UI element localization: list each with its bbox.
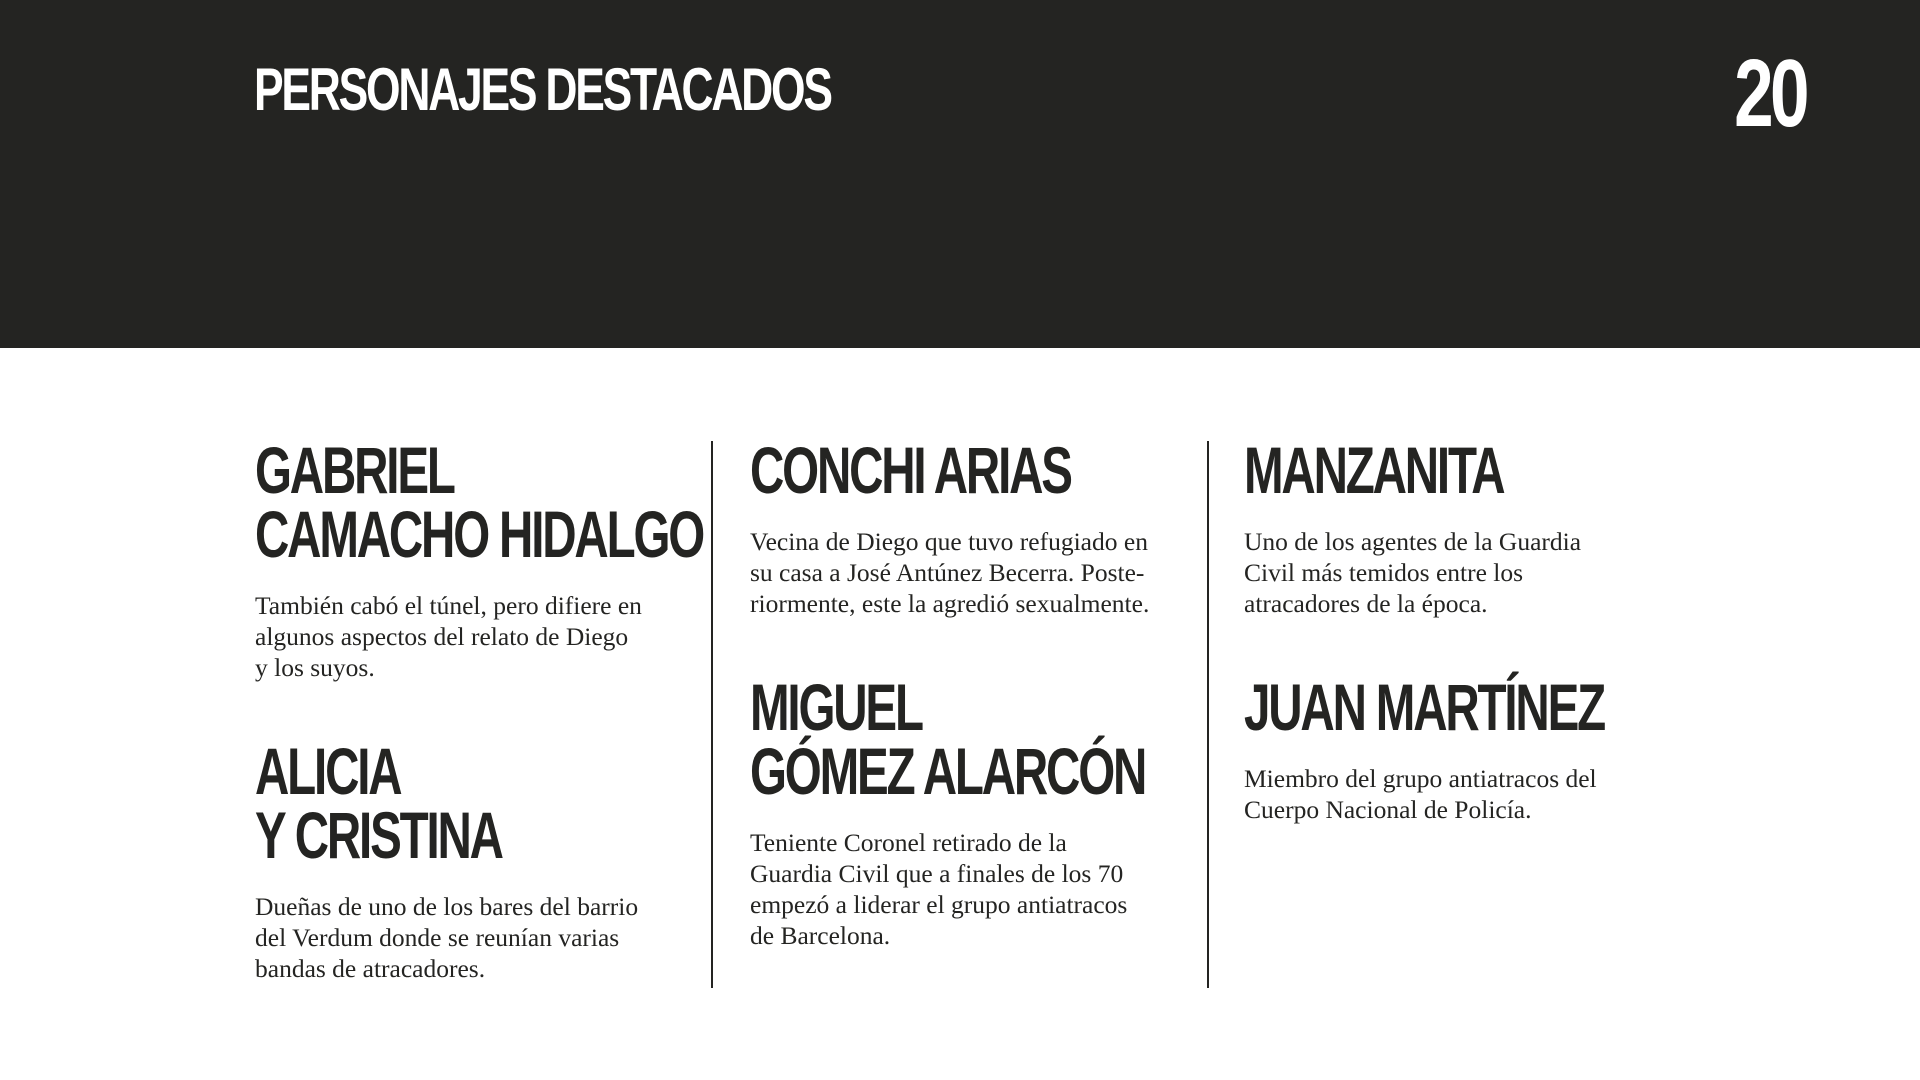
- character-name: GABRIEL CAMACHO HIDALGO: [255, 433, 704, 571]
- header-band: [0, 0, 1920, 348]
- character-description: También cabó el túnel, pero difiere en algunos aspectos del relato de Diego y los suyos.: [255, 591, 642, 682]
- column-3: [1244, 433, 1674, 825]
- column-divider: [1207, 441, 1209, 988]
- column-divider: [711, 441, 713, 988]
- character-entry: [750, 433, 1180, 619]
- column-2: [750, 433, 1180, 951]
- character-description: Vecina de Diego que tuvo refugiado en su casa a José Antúnez Becerra. Poste- riormente, este la agredió sexualmente.: [750, 527, 1150, 618]
- character-description: Dueñas de uno de los bares del barrio del Verdum donde se reunían varias bandas de atracadores.: [255, 892, 639, 983]
- character-entry: [255, 734, 685, 984]
- character-entry: [1244, 433, 1674, 619]
- page-title: PERSONAJES DESTACADOS: [254, 56, 831, 123]
- character-name: JUAN MARTÍNEZ: [1244, 670, 1604, 744]
- character-description: Teniente Coronel retirado de la Guardia Civil que a finales de los 70 empezó a liderar el grupo antiatracos de Barcelona.: [750, 828, 1128, 950]
- character-name: ALICIA Y CRISTINA: [255, 734, 502, 872]
- character-description: Miembro del grupo antiatracos del Cuerpo Nacional de Policía.: [1244, 764, 1597, 824]
- character-name: MANZANITA: [1244, 433, 1504, 507]
- character-name: CONCHI ARIAS: [750, 433, 1071, 507]
- character-entry: [1244, 670, 1674, 825]
- column-1: [255, 433, 704, 984]
- character-entry: [255, 433, 704, 683]
- page-number: 20: [1734, 40, 1806, 147]
- character-name: MIGUEL GÓMEZ ALARCÓN: [750, 670, 1146, 808]
- character-description: Uno de los agentes de la Guardia Civil más temidos entre los atracadores de la época.: [1244, 527, 1582, 618]
- character-entry: [750, 670, 1180, 951]
